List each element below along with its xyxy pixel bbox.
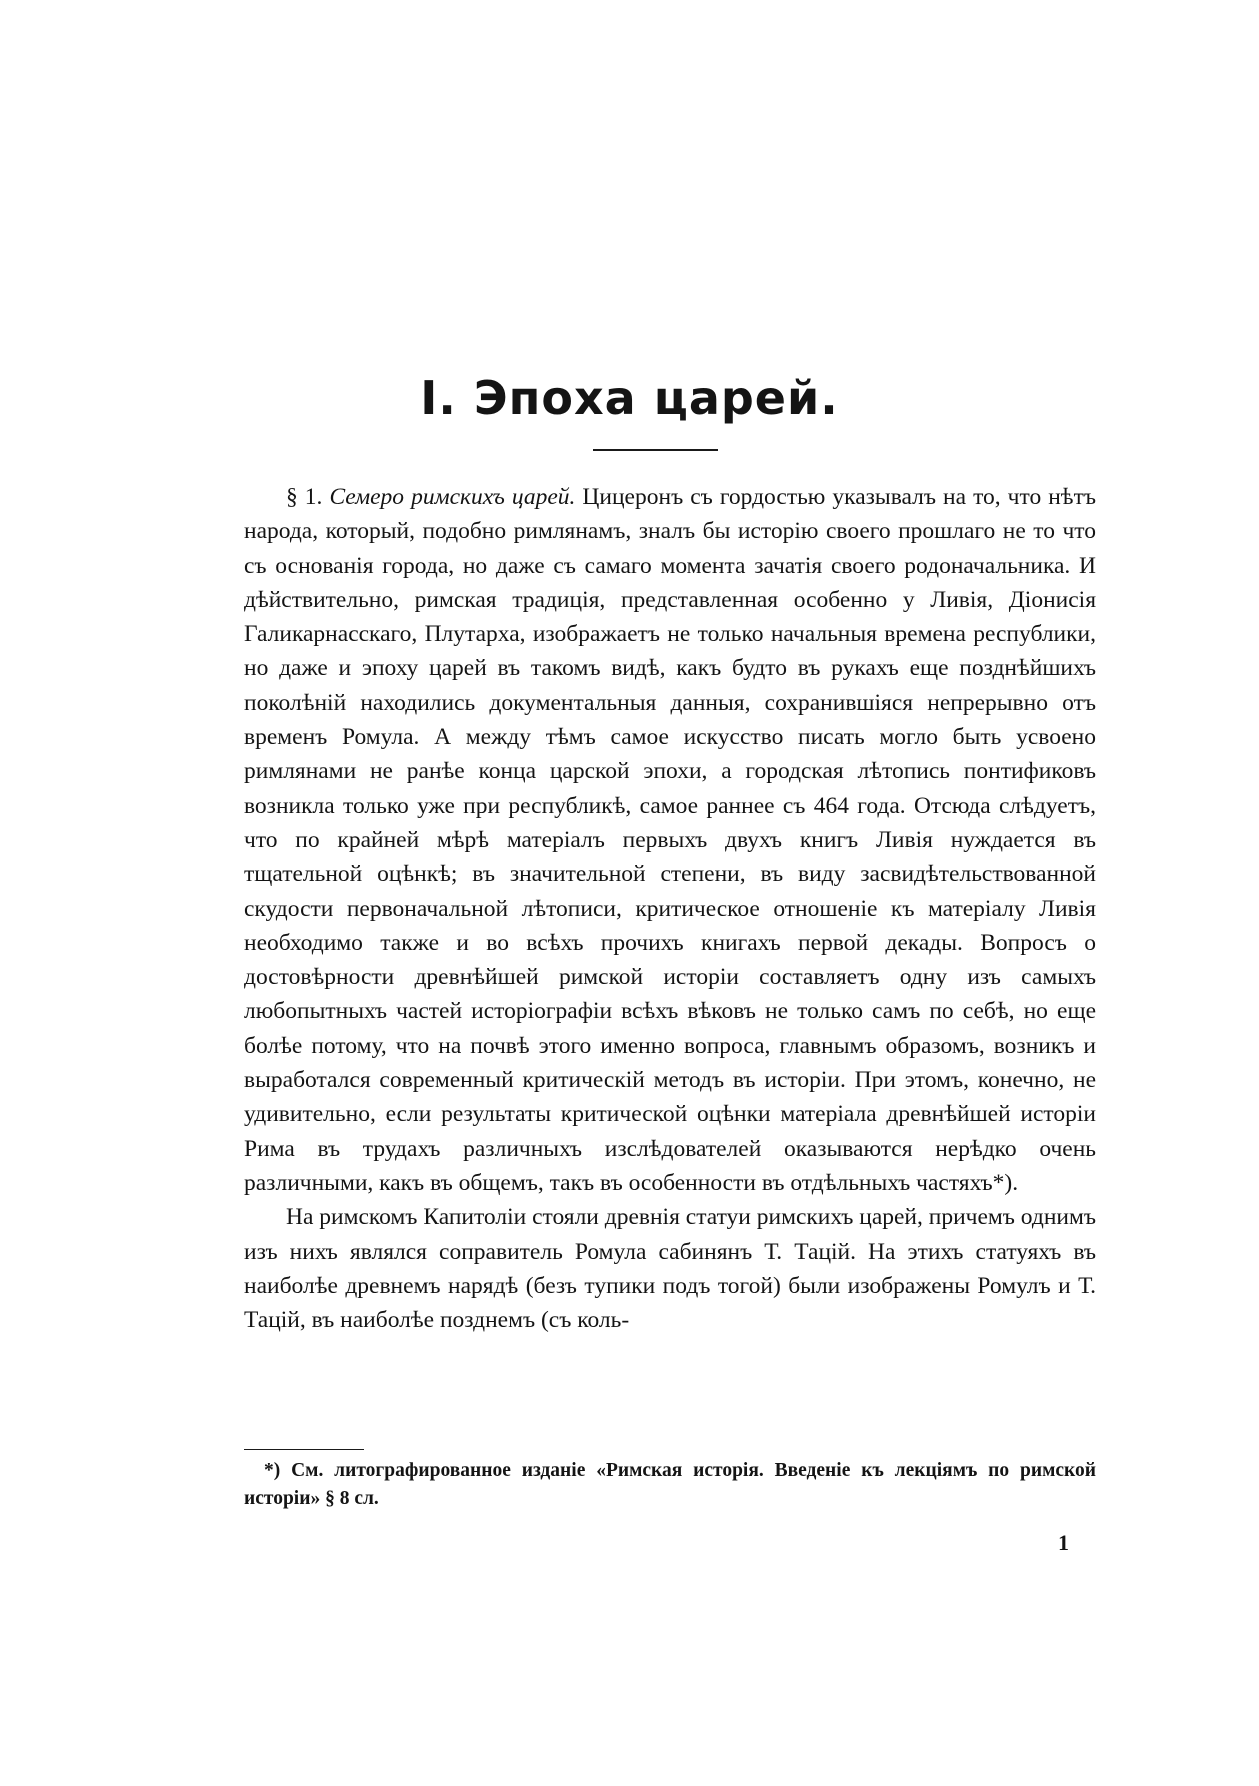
paragraph-2: На римскомъ Капитоліи стояли древнія статуи римскихъ царей, причемъ однимъ изъ нихъ являлся соправитель Ромула сабинянъ Т. Тацій. На этихъ статуяхъ въ наиболѣе древнемъ нарядѣ (безъ тупики подъ тогой) были изображены Ромулъ и Т. Тацій, въ наиболѣе позднемъ (съ коль- bbox=[244, 1204, 1097, 1334]
section-number: § 1. bbox=[286, 484, 323, 510]
footnote-divider bbox=[244, 1449, 364, 1450]
footnote: *) См. литографированное изданіе «Римская исторія. Введеніе къ лекціямъ по римской исторіи» § 8 сл. bbox=[244, 1460, 1096, 1509]
title-divider bbox=[593, 449, 718, 451]
paragraph-1-text: Цицеронъ съ гордостью указывалъ на то, что нѣтъ народа, который, подобно римлянамъ, зналъ бы исторію своего прошлаго не то что съ основанія города, но даже съ самаго момента зачатія своего родоначальника. И дѣйствительно, римская традиція, представленная особенно у Ливія, Діонисія Галикарнасскаго, Плутарха, изображаетъ не только начальныя времена республики, но даже и эпоху царей въ такомъ видѣ, какъ будто въ рукахъ еще позднѣйшихъ поколѣній находились документальныя данныя, сохранившіяся непрерывно отъ временъ Ромула. А между тѣмъ самое искусство писать могло быть усвоено римлянами не ранѣе конца царской эпохи, а городская лѣтопись понтификовъ возникла только уже при республикѣ, самое раннее съ 464 года. Отсюда слѣдуетъ, что по крайней мѣрѣ матеріалъ первыхъ двухъ книгъ Ливія нуждается въ тщательной оцѣнкѣ; въ значительной степени, въ виду засвидѣтельствованной скудости первоначальной лѣтописи, критическое отношеніе къ матеріалу Ливія необходимо также и во всѣхъ прочихъ книгахъ первой декады. Вопросъ о достовѣрности древнѣйшей римской исторіи составляетъ одну изъ самыхъ любопытныхъ частей исторіографіи всѣхъ вѣковъ не только самъ по себѣ, но еще болѣе потому, что на почвѣ этого именно вопроса, главнымъ образомъ, возникъ и выработался современный критическій методъ въ исторіи. При этомъ, конечно, не удивительно, если результаты критической оцѣнки матеріала древнѣйшей исторіи Рима въ трудахъ различныхъ изслѣдователей оказываются нерѣдко очень различными, какъ въ общемъ, такъ въ особенности въ отдѣльныхъ частяхъ*). bbox=[244, 484, 1096, 1196]
page-number: 1 bbox=[1058, 1530, 1069, 1555]
body-text bbox=[244, 480, 1096, 1337]
section-heading: Семеро римскихъ царей. bbox=[329, 484, 576, 510]
paragraph-1 bbox=[244, 480, 1096, 1200]
chapter-title: I. Эпоха царей. bbox=[420, 371, 839, 425]
